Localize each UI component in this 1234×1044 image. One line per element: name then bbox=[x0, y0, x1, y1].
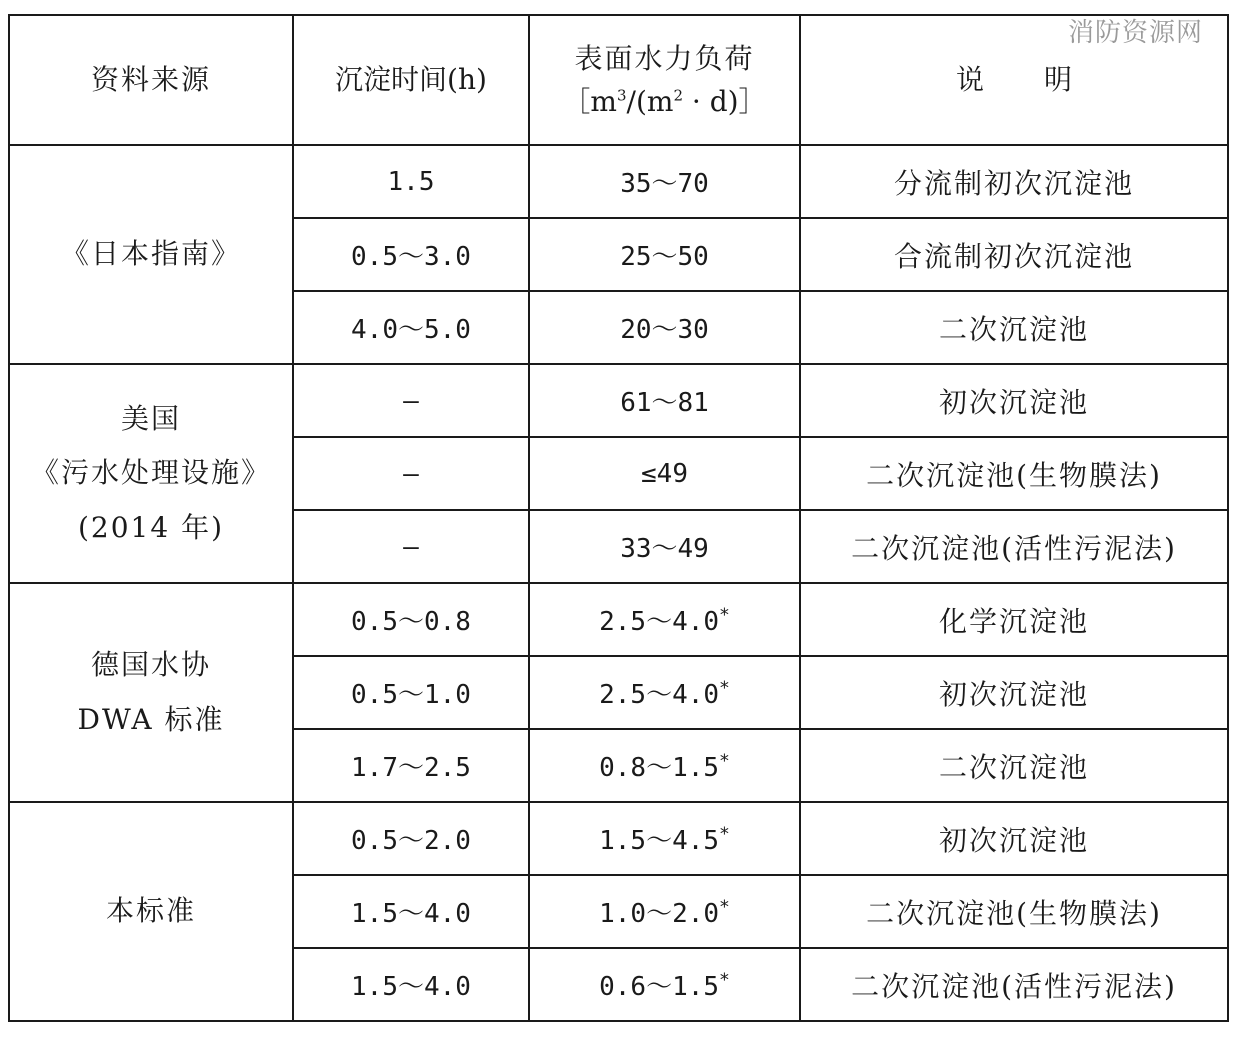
source-cell bbox=[9, 145, 293, 364]
note-cell: 分流制初次沉淀池 bbox=[800, 145, 1228, 218]
load-cell bbox=[529, 875, 800, 948]
source-line: (2014 年) bbox=[77, 510, 224, 544]
load-cell bbox=[529, 291, 800, 364]
time-cell: 4.0～5.0 bbox=[293, 291, 529, 364]
source-cell bbox=[9, 364, 293, 583]
table-row bbox=[9, 583, 1228, 656]
load-value: 0.6～1.5 bbox=[599, 972, 720, 1002]
header-time: 沉淀时间(h) bbox=[293, 15, 529, 145]
header-load-unit: $[m^3/(m^2$ · d)］ bbox=[562, 85, 767, 118]
load-value: 20～30 bbox=[620, 315, 709, 345]
time-cell: 1.7～2.5 bbox=[293, 729, 529, 802]
load-cell bbox=[529, 729, 800, 802]
load-cell bbox=[529, 218, 800, 291]
note-cell: 初次沉淀池 bbox=[800, 802, 1228, 875]
table-row bbox=[9, 364, 1228, 437]
table-body bbox=[9, 145, 1228, 1021]
load-cell bbox=[529, 145, 800, 218]
header-load bbox=[529, 15, 800, 145]
load-value: 2.5～4.0 bbox=[599, 607, 720, 637]
load-value: 0.8～1.5 bbox=[599, 753, 720, 783]
load-value: 33～49 bbox=[620, 534, 709, 564]
source-line: DWA 标准 bbox=[77, 702, 225, 736]
footnote-star: * bbox=[719, 750, 730, 772]
footnote-star: * bbox=[719, 969, 730, 991]
time-cell: — bbox=[293, 510, 529, 583]
load-value: 61～81 bbox=[620, 388, 709, 418]
time-cell: 1.5～4.0 bbox=[293, 948, 529, 1021]
load-value: 35～70 bbox=[620, 169, 709, 199]
note-cell: 二次沉淀池 bbox=[800, 729, 1228, 802]
sedimentation-table bbox=[8, 14, 1229, 1022]
time-cell: 1.5 bbox=[293, 145, 529, 218]
note-cell: 二次沉淀池 bbox=[800, 291, 1228, 364]
table-row bbox=[9, 145, 1228, 218]
time-cell: 1.5～4.0 bbox=[293, 875, 529, 948]
load-cell bbox=[529, 583, 800, 656]
note-cell: 二次沉淀池(生物膜法) bbox=[800, 437, 1228, 510]
note-cell: 初次沉淀池 bbox=[800, 364, 1228, 437]
note-cell: 二次沉淀池(活性污泥法) bbox=[800, 948, 1228, 1021]
footnote-star: * bbox=[719, 677, 730, 699]
load-cell bbox=[529, 364, 800, 437]
footnote-star: * bbox=[719, 823, 730, 845]
note-cell: 化学沉淀池 bbox=[800, 583, 1228, 656]
time-cell: — bbox=[293, 437, 529, 510]
source-line: 《日本指南》 bbox=[60, 237, 241, 271]
footnote-star: * bbox=[719, 896, 730, 918]
source-line: 本标准 bbox=[105, 894, 196, 928]
load-cell bbox=[529, 656, 800, 729]
note-cell: 二次沉淀池(活性污泥法) bbox=[800, 510, 1228, 583]
load-cell bbox=[529, 510, 800, 583]
load-value: ≤49 bbox=[641, 458, 688, 489]
source-line: 美国 bbox=[120, 401, 181, 435]
watermark: 消防资源网 bbox=[1068, 18, 1204, 48]
source-cell bbox=[9, 802, 293, 1021]
time-cell: 0.5～0.8 bbox=[293, 583, 529, 656]
time-cell: 0.5～2.0 bbox=[293, 802, 529, 875]
header-row bbox=[9, 15, 1228, 145]
load-cell bbox=[529, 437, 800, 510]
source-line: 德国水协 bbox=[90, 647, 211, 681]
time-cell: — bbox=[293, 364, 529, 437]
load-value: 2.5～4.0 bbox=[599, 680, 720, 710]
load-value: 1.0～2.0 bbox=[599, 899, 720, 929]
source-line: 《污水处理设施》 bbox=[30, 456, 271, 490]
source-cell bbox=[9, 583, 293, 802]
header-source: 资料来源 bbox=[9, 15, 293, 145]
footnote-star: * bbox=[719, 604, 730, 626]
header-load-title: 表面水力负荷 bbox=[574, 41, 755, 75]
load-cell bbox=[529, 802, 800, 875]
note-cell: 合流制初次沉淀池 bbox=[800, 218, 1228, 291]
note-cell: 二次沉淀池(生物膜法) bbox=[800, 875, 1228, 948]
load-value: 25～50 bbox=[620, 242, 709, 272]
table-row bbox=[9, 802, 1228, 875]
note-cell: 初次沉淀池 bbox=[800, 656, 1228, 729]
time-cell: 0.5～1.0 bbox=[293, 656, 529, 729]
time-cell: 0.5～3.0 bbox=[293, 218, 529, 291]
load-cell bbox=[529, 948, 800, 1021]
header-note: 说明 bbox=[800, 15, 1228, 145]
load-value: 1.5～4.5 bbox=[599, 826, 720, 856]
